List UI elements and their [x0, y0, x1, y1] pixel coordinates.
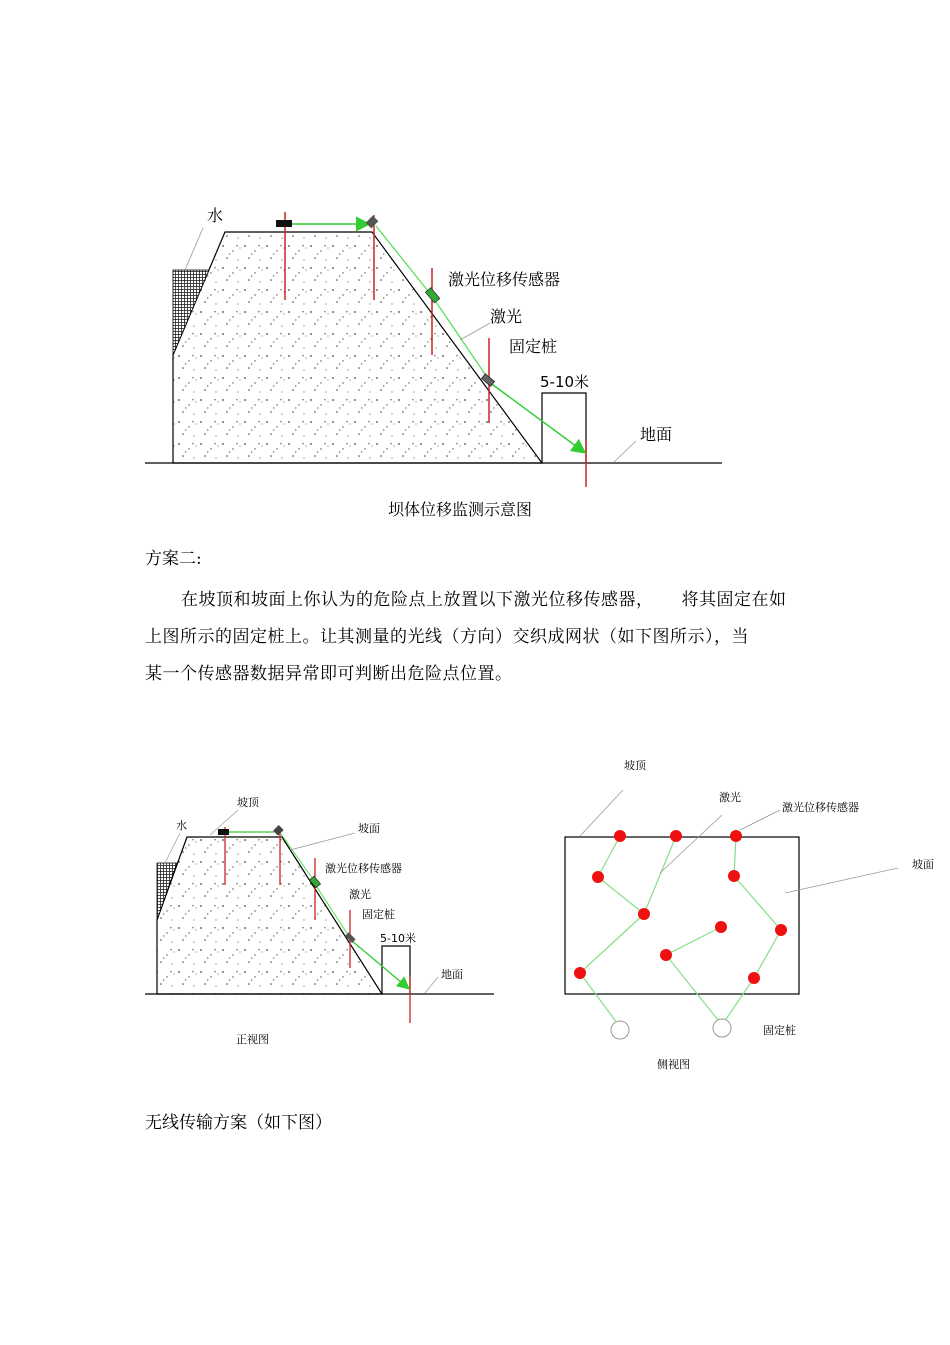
laser-sensor-device [273, 825, 284, 836]
label-face: 坡面 [358, 822, 380, 835]
label-water: 水 [207, 206, 224, 225]
label-pile: 固定桩 [509, 337, 558, 356]
leader-line [614, 441, 636, 462]
leader-line [740, 810, 780, 830]
pile-circle [713, 1019, 731, 1037]
pile-circle [611, 1021, 629, 1039]
sensor-dot [614, 830, 626, 842]
label-sensor: 激光位移传感器 [325, 862, 402, 875]
sensor-dot [748, 972, 760, 984]
figure-dam-displacement [145, 206, 722, 519]
laser-sensor-device [218, 829, 229, 835]
figure-caption: 正视图 [236, 1033, 269, 1046]
label-top: 坡顶 [237, 796, 259, 809]
sensor-dot [638, 908, 650, 920]
label-face: 坡面 [912, 858, 934, 871]
label-water: 水 [176, 819, 187, 832]
leader-line [425, 977, 438, 993]
sensor-dot [730, 830, 742, 842]
label-distance: 5-10米 [380, 932, 416, 945]
label-pile: 固定桩 [763, 1024, 796, 1037]
sensor-dot [670, 830, 682, 842]
laser-sensor-device [276, 220, 292, 227]
leader-line [185, 228, 203, 270]
paragraph-line: 上图所示的固定桩上。让其测量的光线（方向）交织成网状（如下图所示），当 [145, 627, 749, 647]
label-sensor: 激光位移传感器 [782, 801, 859, 814]
paragraph-text: 将其固定在如 [681, 590, 787, 610]
slope-face-rect [565, 837, 799, 994]
leader-line [785, 868, 898, 893]
figure-caption: 侧视图 [657, 1058, 690, 1071]
leader-line [460, 323, 490, 340]
body-paragraph [145, 582, 815, 693]
sensor-dot [592, 871, 604, 883]
sensor-dot [728, 870, 740, 882]
sensor-dot [775, 924, 787, 936]
label-laser: 激光 [719, 791, 741, 804]
paragraph-line [145, 582, 815, 619]
dam-body [173, 232, 542, 463]
sensor-dot [715, 921, 727, 933]
label-pile: 固定桩 [362, 908, 395, 921]
label-sensor: 激光位移传感器 [448, 270, 561, 289]
paragraph-text: 在坡顶和坡面上你认为的危险点上放置以下激光位移传感器， [181, 590, 654, 610]
leader-line [290, 833, 355, 850]
label-distance: 5-10米 [540, 373, 590, 391]
figure-front-view [145, 795, 494, 1046]
leader-line [580, 790, 623, 836]
label-laser: 激光 [349, 888, 371, 901]
laser-sensor-device [425, 288, 439, 303]
sensor-dot [574, 967, 586, 979]
figure-side-view [565, 758, 934, 1071]
figure-caption: 坝体位移监测示意图 [388, 500, 533, 519]
footer-heading: 无线传输方案（如下图） [145, 1113, 332, 1133]
leader-line [165, 833, 180, 863]
label-top: 坡顶 [624, 759, 646, 772]
paragraph-line: 某一个传感器数据异常即可判断出危险点位置。 [145, 664, 513, 684]
dam-body [157, 837, 382, 994]
label-laser: 激光 [490, 307, 523, 326]
section-heading: 方案二: [145, 549, 202, 569]
label-ground: 地面 [441, 968, 463, 981]
sensor-dot [660, 949, 672, 961]
label-ground: 地面 [640, 425, 673, 444]
distance-bracket [542, 393, 586, 463]
